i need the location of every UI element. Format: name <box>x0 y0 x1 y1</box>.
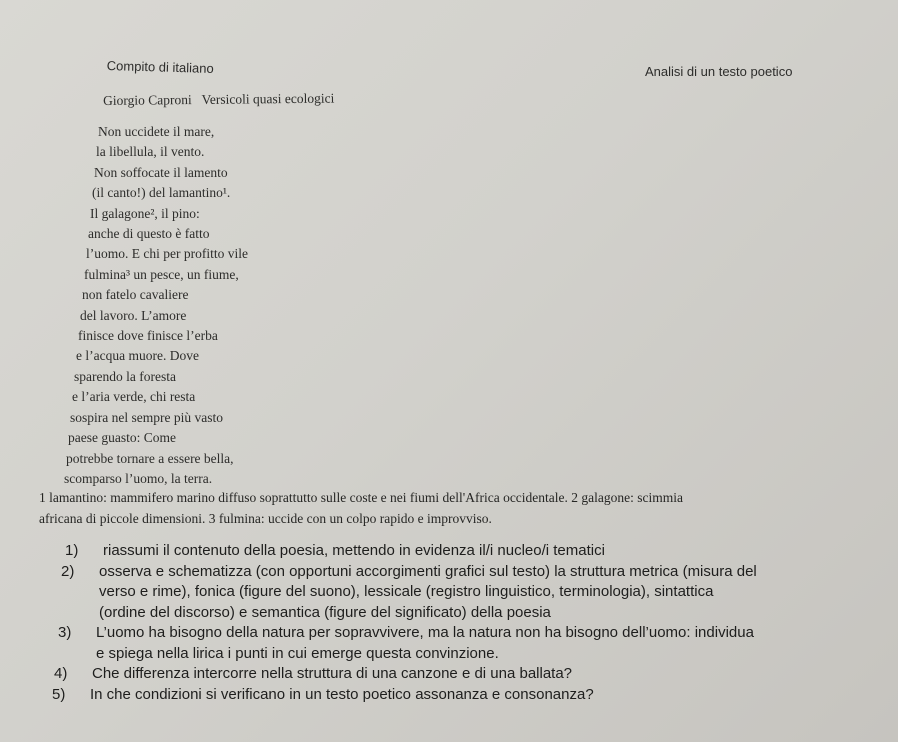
poem-line: potrebbe tornare a essere bella, <box>66 450 234 466</box>
question-number: 5) <box>52 685 66 703</box>
question-text: L’uomo ha bisogno della natura per sopravvivere, ma la natura non ha bisogno dell’uomo: individua <box>96 624 754 641</box>
poem-line: (il canto!) del lamantino¹. <box>92 185 231 201</box>
question-text: osserva e schematizza (con opportuni accorgimenti grafici sul testo) la struttura metrica (misura del <box>99 562 757 580</box>
question-item <box>65 541 757 562</box>
question-number: 3) <box>58 624 72 641</box>
course-title: Compito di italiano <box>106 58 214 76</box>
question-item <box>61 562 757 624</box>
question-number: 2) <box>61 562 75 580</box>
question-item <box>52 685 757 706</box>
footnote-line: 1 lamantino: mammifero marino diffuso soprattutto sulle coste e nei fiumi dell'Africa occidentale. 2 galagone: scimmia <box>39 490 683 505</box>
question-text: In che condizioni si verificano in un testo poetico assonanza e consonanza? <box>90 685 594 703</box>
question-number: 4) <box>54 665 68 682</box>
assignment-title: Analisi di un testo poetico <box>645 64 793 79</box>
poem-line: Il galagone², il pino: <box>90 205 200 221</box>
poem-author-title: Giorgio Caproni Versicoli quasi ecologici <box>103 90 335 108</box>
footnote-line: africana di piccole dimensioni. 3 fulmina: uccide con un colpo rapido e improvviso. <box>39 511 492 526</box>
question-item <box>54 664 757 685</box>
poem-line: non fatelo cavaliere <box>82 287 189 303</box>
question-text: verso e rime), fonica (figure del suono), lessicale (registro linguistico, terminologia), sintattica <box>99 583 714 600</box>
question-text: Che differenza intercorre nella struttura di una canzone e di una ballata? <box>92 665 573 682</box>
footnotes <box>39 487 683 529</box>
poem-line: e l’aria verde, chi resta <box>72 389 196 405</box>
question-text: riassumi il contenuto della poesia, mettendo in evidenza il/i nucleo/i tematici <box>103 542 605 559</box>
poem-line: finisce dove finisce l’erba <box>78 328 218 344</box>
poem-line: fulmina³ un pesce, un fiume, <box>84 266 239 282</box>
poem-line: sospira nel sempre più vasto <box>70 409 223 425</box>
question-item <box>58 623 757 664</box>
poem-line: Non uccidete il mare, <box>98 124 215 139</box>
question-text: e spiega nella lirica i punti in cui emerge questa convinzione. <box>96 644 499 662</box>
poem-text <box>64 122 248 489</box>
poem-line: anche di questo è fatto <box>88 226 210 242</box>
poem-line: Non soffocate il lamento <box>94 164 228 180</box>
poem-line: l’uomo. E chi per profitto vile <box>86 246 248 262</box>
question-text: (ordine del discorso) e semantica (figure del significato) della poesia <box>99 603 551 621</box>
poem-line: scomparso l’uomo, la terra. <box>64 470 213 486</box>
poem-line: paese guasto: Come <box>68 430 176 446</box>
questions-list <box>52 541 757 705</box>
poem-line: e l’acqua muore. Dove <box>76 348 199 364</box>
poem-line: la libellula, il vento. <box>96 144 205 160</box>
question-number: 1) <box>65 542 79 559</box>
poem-line: sparendo la foresta <box>74 368 176 384</box>
poem-line: del lavoro. L’amore <box>80 307 187 323</box>
